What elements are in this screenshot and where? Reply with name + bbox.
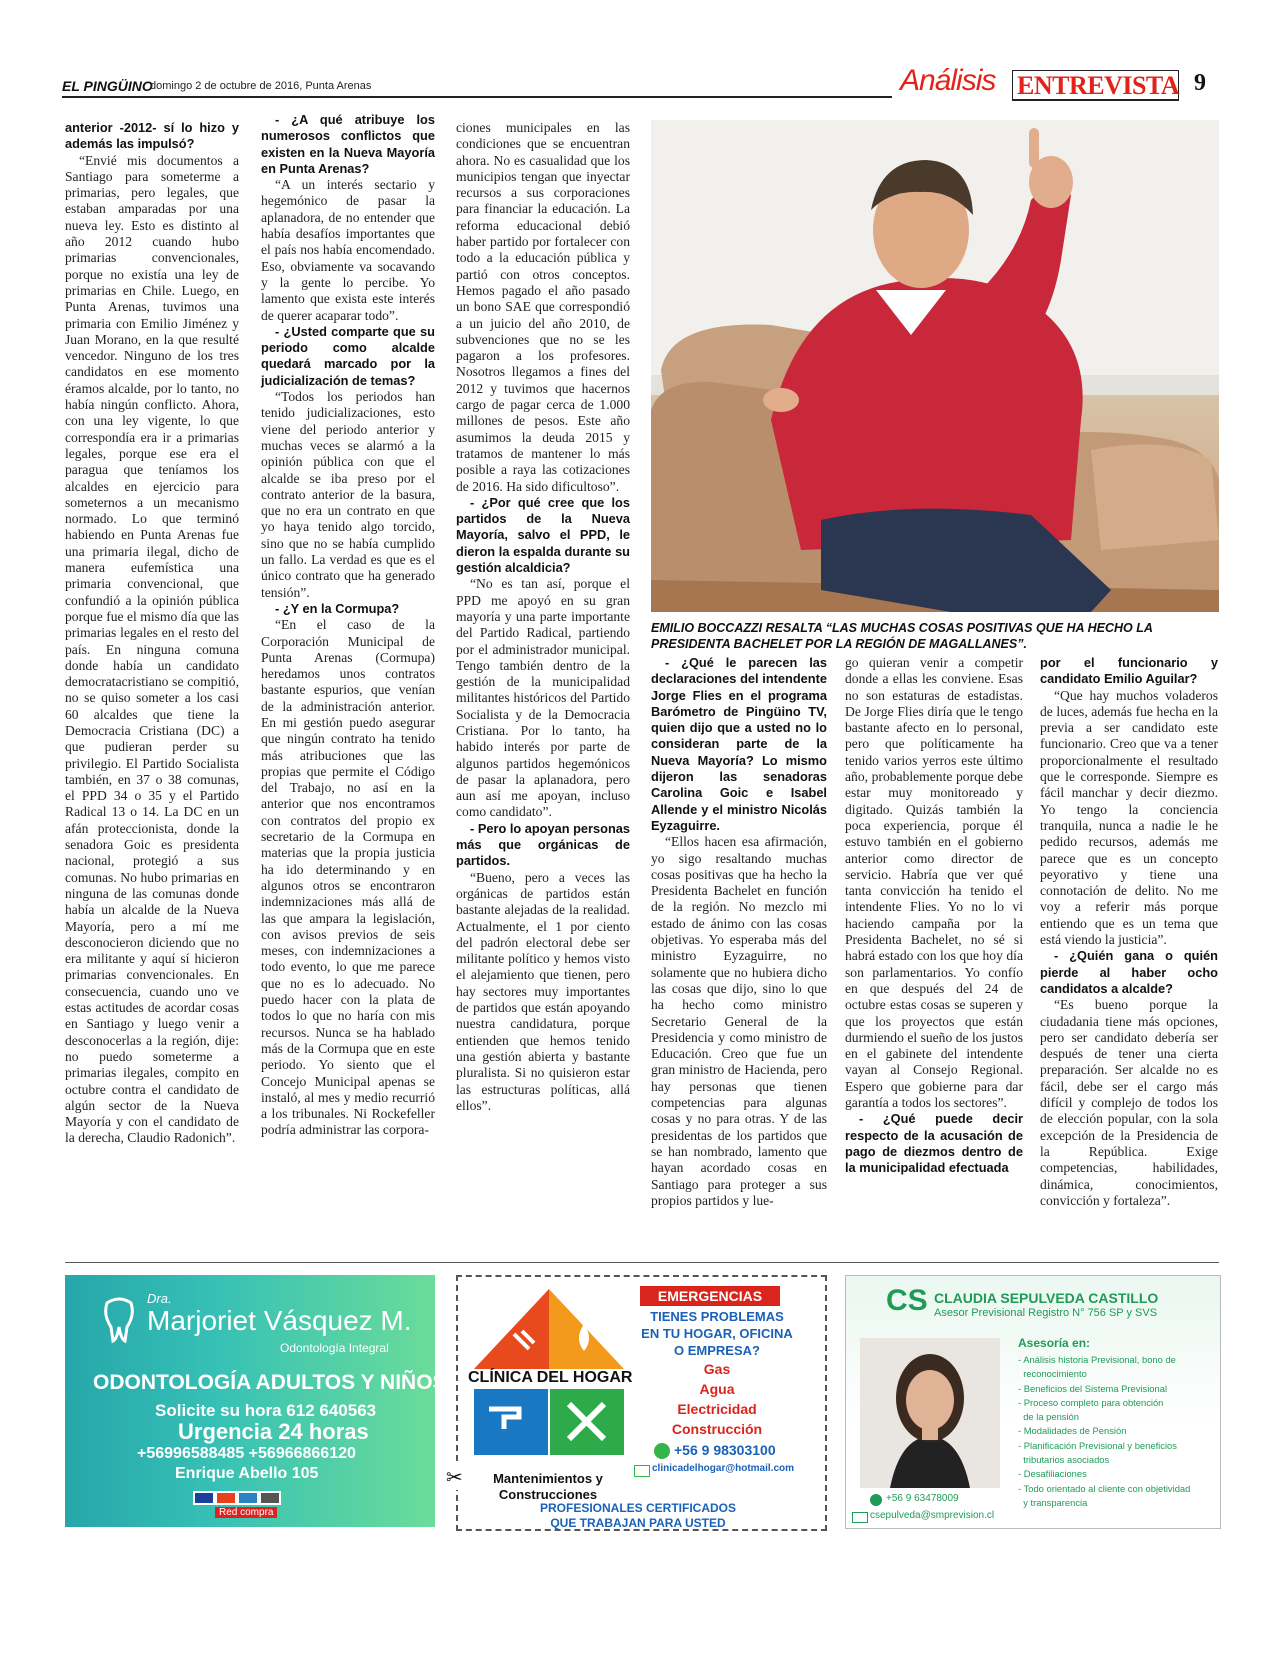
date-line: domingo 2 de octubre de 2016, Punta Arenas xyxy=(150,80,372,92)
service-list-item: y transparencia xyxy=(1018,1496,1088,1508)
clinica-service-agua: Agua xyxy=(699,1381,735,1397)
payment-cards-row xyxy=(193,1491,281,1505)
clinica-service-gas: Gas xyxy=(703,1361,731,1377)
interview-answer: “Que hay muchos voladeros de luces, además fue hecha en la previa a ser candidato este funcionario. Creo que va a tener proporcionalmente el resultado que le corresponde. Siempre es fácil manchar y decir diezmo. Yo tengo la conciencia tranquila, nunca a nadie le he pedido recursos, además me parece que es un concepto peyorativo y tiene una connotación de delito. No me voy a referir más porque entiendo que es un tema que está viendo la justicia”. xyxy=(1040,687,1218,948)
clinica-line1: TIENES PROBLEMAS xyxy=(650,1309,784,1324)
clinica-sub1: Mantenimientos y xyxy=(493,1471,603,1486)
service-list-item: - Análisis historia Previsional, bono de xyxy=(1018,1354,1176,1365)
interview-answer: “Es bueno porque la ciudadania tiene más opciones, pero ser candidato debería ser después de tener una cierta preparación. Ser alcalde no es fácil, debe ser el cargo más difícil y complejo de todos los de elección popular, con la sola excepción de la Presidencia de la República. Exige competencias, habilidades, dinámica, conocimientos, convicción y fortaleza”. xyxy=(1040,997,1218,1208)
ad-claudia-sepulveda xyxy=(845,1275,1221,1529)
interview-answer: “Todos los periodos han tenido judicializaciones, esto viene del periodo anterior y muchas veces se alarmó a la opinión pública con que el alcalde se iba preso por el contrato anterior de la basura, que no era un contrato en que yo haya tenido algo torcido, sino que no se había cumplido un fallo. La verdad es que es el único contrato que ha generado tensión”. xyxy=(261,389,435,600)
cs-phone: +56 9 63478009 xyxy=(886,1493,959,1504)
clinica-footer2: QUE TRABAJAN PARA USTED xyxy=(550,1516,726,1530)
interview-question: - ¿A qué atribuye los numerosos conflictos que existen en la Nueva Mayoría en Punta Arenas? xyxy=(261,112,435,176)
interview-answer: “A un interés sectario y hegemónico de pasar la aplanadora, de no entender que había desafíos importantes que el país nos había encomendado. Eso, obviamente va socavando y la gente lo percibe. Yo lamento que exista este interés de querer acaparar todo”. xyxy=(261,177,435,323)
cs-title: Asesor Previsional Registro N° 756 SP y SVS xyxy=(934,1307,1158,1319)
service-list-item: - Desafiliaciones xyxy=(1018,1468,1087,1480)
clinica-line3: O EMPRESA? xyxy=(674,1343,760,1358)
interview-question: - ¿Qué puede decir respecto de la acusación de pago de diezmos dentro de la municipalidad efectuada xyxy=(845,1111,1023,1176)
service-list-item: - Todo orientado al cliente con objetividad xyxy=(1018,1482,1191,1494)
section-label-box xyxy=(1012,70,1179,101)
service-list-item: reconocimiento xyxy=(1018,1368,1087,1380)
email-icon xyxy=(634,1465,650,1477)
scissors-icon: ✂ xyxy=(446,1467,463,1489)
ad-dentist xyxy=(65,1275,447,1527)
clinica-line2: EN TU HOGAR, OFICINA xyxy=(641,1326,793,1341)
service-list-item: de la pensión xyxy=(1018,1411,1079,1423)
service-list-item: - Planificación Previsional y beneficios xyxy=(1018,1439,1177,1451)
section-label-entrevista: ENTREVISTA xyxy=(1017,71,1180,100)
clinica-service-construccion: Construcción xyxy=(671,1421,763,1437)
service-list-item: - Proceso completo para obtención xyxy=(1018,1396,1164,1408)
ad-dentist-solicite: Solicite su hora 612 640563 xyxy=(155,1401,377,1420)
article-column-5 xyxy=(845,655,1023,1190)
clinica-sub2: Construcciones xyxy=(498,1487,598,1502)
interview-question: - ¿Y en la Cormupa? xyxy=(275,600,400,616)
ad-clinica-del-hogar xyxy=(446,1275,827,1531)
interview-question: - ¿Por qué cree que los partidos de la Nueva Mayoría, salvo el PPD, le dieron la espalda durante su gestión alcaldicia? xyxy=(456,494,630,576)
diners-card-icon xyxy=(261,1493,279,1503)
interview-answer: ciones municipales en las condiciones que se encuentran ahora. No es casualidad que los municipios tengan que inyectar recursos a sus corporaciones para financiar la educación. La reforma educacional debió haber partido por fortalecer con todo a la educación pública y partió con otros conceptos. Hemos pagado el año pasado un bono SAE que correspondió a un juicio del año 2010, de subvenciones que no se les pagaron a los profesores. Nosotros llegamos a fines del 2012 y tuvimos que hacernos cargo de pagar cerca de 1.000 millones de pesos. Este año asumimos la deuda 2015 y tratamos de mantener lo más posible a raya las cotizaciones de 2016. Ha sido dificultoso”. xyxy=(456,120,630,494)
clinica-emergencias: EMERGENCIAS xyxy=(640,1286,780,1306)
interview-answer: “Bueno, pero a veces las orgánicas de partidos están bastante alejadas de la realidad. Actualmente, el 1 por ciento del padrón electoral debe ser militante político y hemos visto el alejamiento que tienen, pero hay sectores muy importantes de partidos que están apoyando nuestra candidatura, porque entienden que hemos tenido una gestión abierta y bastante pluralista. Si no quisieron estar las estructuras políticas, allá ellos”. xyxy=(456,869,630,1113)
photo-caption: EMILIO BOCCAZZI RESALTA “LAS MUCHAS COSAS POSITIVAS QUE HA HECHO LA PRESIDENTA BACHELET POR LA REGIÓN DE MAGALLANES”. xyxy=(651,621,1153,651)
amex-card-icon xyxy=(239,1493,257,1503)
header-rule xyxy=(62,96,892,98)
interview-question: - ¿Quién gana o quién pierde al haber ocho candidatos a alcalde? xyxy=(1040,948,1218,996)
ad-dentist-address: Enrique Abello 105 xyxy=(175,1465,319,1482)
article-column-6 xyxy=(1040,655,1218,1208)
ad-dentist-specialty: Odontología Integral xyxy=(280,1341,389,1355)
service-list-item: tributarios asociados xyxy=(1018,1454,1110,1466)
service-list-item: - Beneficios del Sistema Previsional xyxy=(1018,1382,1168,1394)
cs-name: CLAUDIA SEPULVEDA CASTILLO xyxy=(934,1290,1159,1306)
interview-question: - Pero lo apoyan personas más que orgánicas de partidos. xyxy=(456,820,631,869)
cs-asesoria: Asesoría en: xyxy=(1018,1336,1091,1350)
clinica-phone: +56 9 98303100 xyxy=(674,1442,776,1458)
interview-answer: “No es tan así, porque el PPD me apoyó en su gran mayoría y una parte importante del Partido Radical, partiendo por el administrador municipal. Tengo también dentro de la gestión de la municipalidad militantes históricos del Partido Socialista y de la Democracia Cristiana. Por lo tanto, ha habido interés por parte de algunos partidos hegemónicos de pasar la aplanadora, pero aun así me apoyan, incluso como candidato”. xyxy=(456,576,630,820)
clinica-service-electricidad: Electricidad xyxy=(677,1401,757,1417)
cs-email: csepulveda@smprevision.cl xyxy=(870,1510,995,1521)
ad-dentist-name: Marjoriet Vásquez M. xyxy=(147,1305,412,1336)
interview-answer: “Ellos hacen esa afirmación, yo sigo resaltando muchas cosas positivas que ha hecho la Presidenta Bachelet en función de la región. No mezclo mi estado de ánimo con las cosas objetivas. Yo esperaba más del ministro Eyzaguirre, no solamente que no hubiera dicho las cosas que dijo, sino lo que ha hecho como ministro Secretario General de la Presidencia y como ministro de Educación. Creo que fue un gran ministro de Hacienda, pero hay personas que tienen competencias para algunas cosas y no para otras. Y de las presidentas de los partidos que se han nombrado, lamento que hayan acordado cosas en Santiago para proteger a sus propios partidos y lue- xyxy=(651,834,827,1208)
interview-question: por el funcionario y candidato Emilio Aguilar? xyxy=(1040,655,1218,687)
clinica-email: clinicadelhogar@hotmail.com xyxy=(652,1463,795,1474)
tooth-icon xyxy=(103,1297,135,1343)
article-column-4 xyxy=(651,655,827,1208)
visa-card-icon xyxy=(195,1493,213,1503)
redcompra-badge: Red compra xyxy=(215,1507,277,1518)
interview-photo xyxy=(651,120,1219,612)
interview-question: - ¿Usted comparte que su periodo como alcalde quedará marcado por la judicialización de temas? xyxy=(261,323,435,388)
interview-answer: “Envié mis documentos a Santiago para someterme a primarias, pero legales, que estaban amparadas por una nueva ley. Esto es distinto al año 2012 cuando hubo primarias convencionales, porque no existía una ley de primarias en Chile. Luego, en Punta Arenas, tuvimos una primaria con Emilio Jiménez y Juan Morano, en la que resulté vencedor. Ninguno de los tres candidatos en ese momento éramos alcalde, por lo tanto, no había ningún conflicto. Ahora, con una ley vigente, lo que correspondía era ir a primarias legales, porque ese era el paragua que teníamos los alcaldes en ejercicio para someternos a un mecanismo normado. Lo que terminó habiendo en Punta Arenas fue una primaria ilegal, dicho de manera eufemística una primaria convencional, que confundió a la opinión pública porque fue el mismo día que las primarias legales en el resto del país. En ninguna comuna donde había un candidato democratacristiano se compitió, no se quiso someter a los casi 60 alcaldes que tiene la Democracia Cristiana (DC) a que pudieran perder su privilegio. El Partido Socialista también, en 37 o 38 comunas, el PPD 34 o 35 y el Partido Radical 13 o 14. La DC en un afán proteccionista, donde la senadora Goic es presidenta nacional, protegió a sus comunas. No hubo primarias en ninguna de las comunas donde había un alcalde de la Nueva Mayoría, pero a mí me desconocieron diciendo que no era militante y aquí sí hicieron primarias convencionales. En consecuencia, cuando uno ve estas actitudes de acordar cosas en Santiago y luego venir a desconocerlas a la región, dije: no puedo someterme a primarias ilegales, compito en octubre contra el candidato de algún sector de la Nueva Mayoría y con el candidato de la derecha, Claudio Radonich”. xyxy=(65,152,239,1146)
interview-question: anterior -2012- sí lo hizo y además las impulsó? xyxy=(65,120,239,152)
claudia-portrait xyxy=(860,1338,1000,1488)
ad-dentist-dra: Dra. xyxy=(147,1291,172,1306)
page-header xyxy=(62,64,1220,100)
ads-divider xyxy=(65,1262,1219,1263)
interview-answer: go quieran venir a competir donde a ellas les conviene. Esas no son estaturas de estadistas. De Jorge Flies diría que le tengo bastante afecto en lo personal, pero que políticamente ha tenido varios yerros este último año, probablemente porque debe estar muy monitoreado y digitado. Quizás también la poca experiencia, porque él estuvo también en el gobierno anterior como director de servicio. Habría que ver qué tanta convicción ha tenido el intendente Flies. Yo no lo vi haciendo campaña por la Presidenta Bachelet, no sé si habrá estado con los que hoy día son parlamentarios. Yo confío en que después del 24 de octubre estas cosas se superen y que los proyectos que están durmiendo el sueño de los justos en el gabinete del intendente vayan al Consejo Regional. Espero que gobierne para dar garantía a todos los sectores”. xyxy=(845,655,1023,1111)
section-label-analisis: Análisis xyxy=(900,64,996,97)
masthead: EL PINGÜINO xyxy=(62,78,153,94)
clinica-footer1: PROFESIONALES CERTIFICADOS xyxy=(539,1501,736,1515)
cs-logo: CS xyxy=(886,1284,928,1317)
email-icon xyxy=(852,1512,868,1523)
clinica-brand: CLÍNICA DEL HOGAR xyxy=(468,1369,633,1386)
ad-dentist-urgencia: Urgencia 24 horas xyxy=(178,1419,369,1444)
page-number: 9 xyxy=(1194,70,1206,96)
article-column-1 xyxy=(65,120,239,1190)
mastercard-icon xyxy=(217,1493,235,1503)
article-column-3 xyxy=(456,120,630,1190)
whatsapp-icon xyxy=(654,1443,670,1459)
ad-dentist-headline: ODONTOLOGÍA ADULTOS Y NIÑOS xyxy=(93,1371,447,1394)
interview-answer: “En el caso de la Corporación Municipal de Punta Arenas (Cormupa) heredamos unos contratos bastante espurios, que venían de la administración anterior. En mi gestión puedo asegurar que ningún contrato ha tenido más atribuciones que las propias que permite el Código del Trabajo, no así en la anterior que nos encontramos con contratos del propio ex secretario de la Cormupa en materias que la propia justicia ha ido determinando y en algunos otros se encontraron indemnizaciones más allá de las que ampara la legislación, con avisos previos de seis meses, con indemnizaciones a todo evento, lo que me parece que no es lo adecuado. No puedo hacer con la plata de todos lo que no haría con mis recursos. Nunca se ha hablado más de la Cormupa que en este periodo. Yo siento que el Concejo Municipal apenas se instaló, al mes y medio recurrió a los tribunales. Ni Rockefeller podría administrar las corpora- xyxy=(261,617,435,1138)
ad-dentist-phones: +56996588485 +56966866120 xyxy=(137,1445,356,1462)
phone-icon xyxy=(870,1494,882,1506)
article-column-2 xyxy=(261,112,435,1190)
interview-question: - ¿Qué le parecen las declaraciones del intendente Jorge Flies en el programa Barómetro de Pingüino TV, quien dijo que a usted no lo consideran parte de la Nueva Mayoría? Lo mismo dijeron las senadoras Carolina Goic e Isabel Allende y el ministro Nicolás Eyzaguirre. xyxy=(651,655,827,833)
service-list-item: - Modalidades de Pensión xyxy=(1018,1425,1127,1437)
cs-services-list xyxy=(1018,1353,1214,1510)
photo-illustration xyxy=(651,120,1219,612)
